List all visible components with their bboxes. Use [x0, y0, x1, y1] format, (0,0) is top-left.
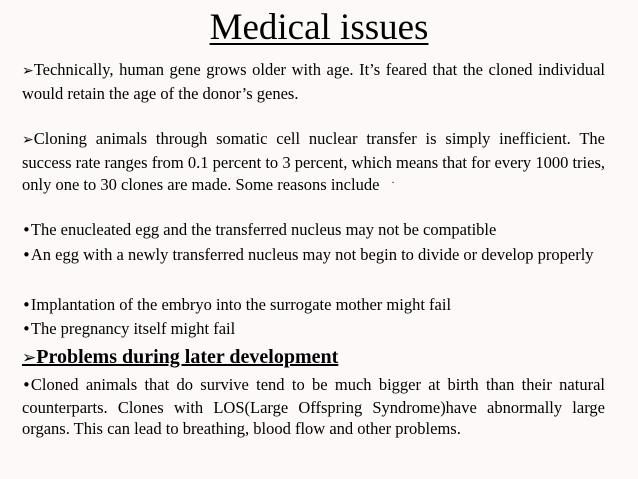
reason-text: The enucleated egg and the transferred nucleus may not be compatible: [30, 220, 497, 239]
reason-text: Implantation of the embryo into the surrogate mother might fail: [30, 295, 452, 314]
reason-item: [22, 244, 605, 267]
slide-title: Medical issues: [209, 7, 429, 48]
reason-item: [22, 318, 605, 341]
aging-paragraph: [22, 59, 605, 104]
later-development-text: Cloned animals that do survive tend to be much bigger at birth than their natural counterparts. Clones with LOS(Large Offspring Syndrome)have abnormally large organs. This can lead to breathing, blood flow and other problems.: [22, 375, 605, 438]
arrow-bullet-icon: ➢: [22, 348, 37, 368]
bullet-icon: •: [22, 296, 31, 314]
bullet-icon: •: [22, 320, 31, 338]
reason-text: The pregnancy itself might fail: [30, 319, 236, 338]
stray-dot: ·: [391, 178, 395, 189]
later-development-heading-text: Problems during later development: [36, 346, 339, 368]
reason-item: [22, 219, 605, 242]
reason-item: [22, 294, 605, 317]
reason-text: An egg with a newly transferred nucleus may not begin to divide or develop properly: [30, 245, 594, 264]
inefficiency-text: Cloning animals through somatic cell nuclear transfer is simply inefficient. The success rate ranges from 0.1 percent to 3 percent, which means that for every 1000 tries, only one to 30 clones are made. Some reasons include: [22, 129, 605, 194]
later-development-paragraph: [22, 374, 605, 440]
later-development-heading: [22, 345, 605, 370]
inefficiency-paragraph: [22, 128, 605, 196]
arrow-bullet-icon: ➢: [22, 63, 34, 79]
bullet-icon: •: [22, 376, 31, 394]
bullet-icon: •: [22, 221, 31, 239]
arrow-bullet-icon: ➢: [22, 132, 34, 148]
bullet-icon: •: [22, 246, 31, 264]
aging-text: Technically, human gene grows older with age. It’s feared that the cloned individual would retain the age of the donor’s genes.: [22, 60, 605, 103]
